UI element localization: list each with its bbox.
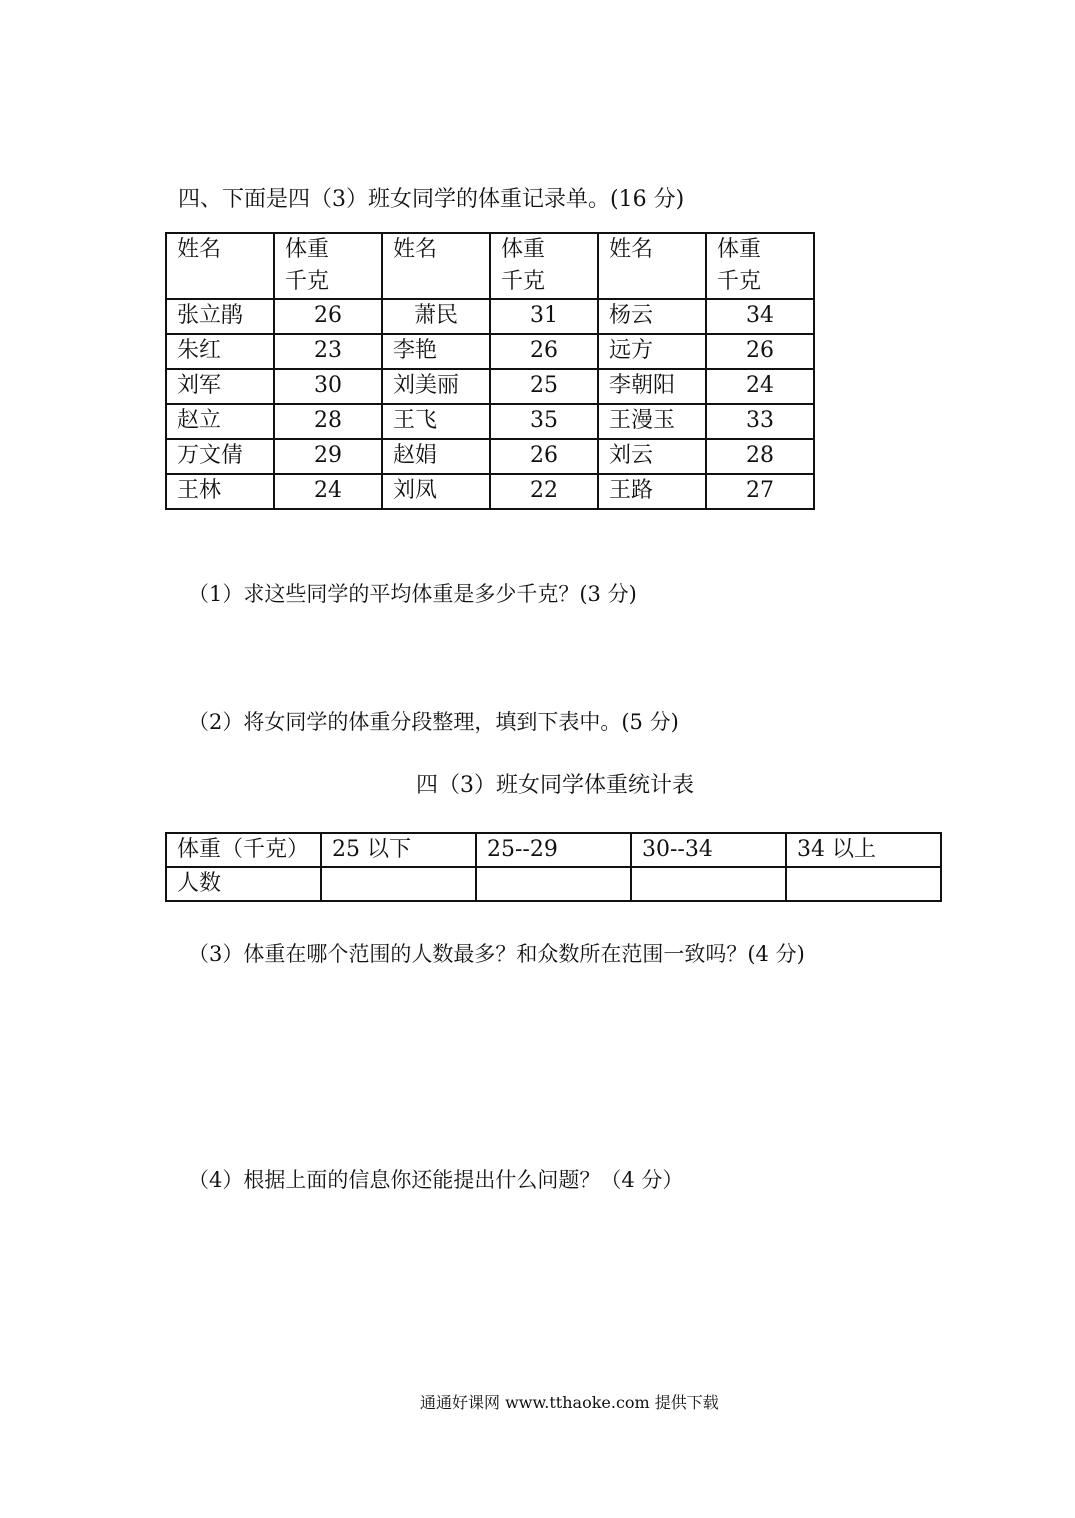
- header-cell: 姓名: [382, 233, 490, 299]
- name-cell: 李艳: [382, 334, 490, 369]
- blank-answer-cell: [321, 867, 476, 901]
- question-3: （3）体重在哪个范围的人数最多？和众数所在范围一致吗？(4 分): [188, 942, 805, 966]
- header-cell: 体重 千克: [706, 233, 814, 299]
- header-cell: 25 以下: [321, 833, 476, 867]
- name-cell: 刘云: [598, 439, 706, 474]
- blank-answer-cell: [476, 867, 631, 901]
- name-cell: 朱红: [166, 334, 274, 369]
- name-cell: 王漫玉: [598, 404, 706, 439]
- name-cell: 张立鹃: [166, 299, 274, 334]
- weight-cell: 26: [490, 334, 598, 369]
- blank-answer-cell: [786, 867, 941, 901]
- row-label: 人数: [166, 867, 321, 901]
- header-cell: 30--34: [631, 833, 786, 867]
- weight-cell: 29: [274, 439, 382, 474]
- name-cell: 李朝阳: [598, 369, 706, 404]
- name-cell: 萧民: [382, 299, 490, 334]
- weight-cell: 26: [274, 299, 382, 334]
- name-cell: 刘美丽: [382, 369, 490, 404]
- name-cell: 赵娟: [382, 439, 490, 474]
- header-cell: 体重 千克: [490, 233, 598, 299]
- header-cell: 姓名: [598, 233, 706, 299]
- name-cell: 王路: [598, 474, 706, 509]
- table-row: [166, 404, 814, 439]
- weight-stats-table: [165, 832, 942, 902]
- header-cell: 体重 千克: [274, 233, 382, 299]
- weight-cell: 34: [706, 299, 814, 334]
- weight-cell: 28: [706, 439, 814, 474]
- name-cell: 远方: [598, 334, 706, 369]
- table-row: [166, 474, 814, 509]
- header-cell: 体重（千克）: [166, 833, 321, 867]
- footer-credit: 通通好课网 www.tthaoke.com 提供下载: [420, 1393, 719, 1412]
- name-cell: 王飞: [382, 404, 490, 439]
- table-row: [166, 369, 814, 404]
- weight-cell: 31: [490, 299, 598, 334]
- weight-cell: 28: [274, 404, 382, 439]
- table-row: [166, 439, 814, 474]
- weight-cell: 24: [274, 474, 382, 509]
- section-heading: 四、下面是四（3）班女同学的体重记录单。(16 分): [178, 187, 685, 212]
- name-cell: 杨云: [598, 299, 706, 334]
- name-cell: 万文倩: [166, 439, 274, 474]
- blank-answer-cell: [631, 867, 786, 901]
- name-cell: 赵立: [166, 404, 274, 439]
- weight-cell: 24: [706, 369, 814, 404]
- stats-count-row: [166, 867, 941, 901]
- weight-cell: 30: [274, 369, 382, 404]
- name-cell: 刘凤: [382, 474, 490, 509]
- weight-cell: 26: [706, 334, 814, 369]
- weight-cell: 22: [490, 474, 598, 509]
- header-cell: 34 以上: [786, 833, 941, 867]
- weight-cell: 35: [490, 404, 598, 439]
- question-2: （2）将女同学的体重分段整理，填到下表中。(5 分): [188, 710, 679, 734]
- name-cell: 王林: [166, 474, 274, 509]
- table-row: [166, 299, 814, 334]
- weight-record-table: [165, 232, 815, 510]
- name-cell: 刘军: [166, 369, 274, 404]
- stats-table-title: 四（3）班女同学体重统计表: [416, 773, 694, 798]
- header-cell: 25--29: [476, 833, 631, 867]
- weight-cell: 25: [490, 369, 598, 404]
- header-cell: 姓名: [166, 233, 274, 299]
- table-header-row: [166, 233, 814, 299]
- stats-header-row: [166, 833, 941, 867]
- weight-cell: 33: [706, 404, 814, 439]
- table-row: [166, 334, 814, 369]
- question-1: （1）求这些同学的平均体重是多少千克？(3 分): [188, 582, 637, 606]
- weight-cell: 23: [274, 334, 382, 369]
- question-4: （4）根据上面的信息你还能提出什么问题？（4 分）: [188, 1168, 684, 1192]
- weight-cell: 27: [706, 474, 814, 509]
- weight-cell: 26: [490, 439, 598, 474]
